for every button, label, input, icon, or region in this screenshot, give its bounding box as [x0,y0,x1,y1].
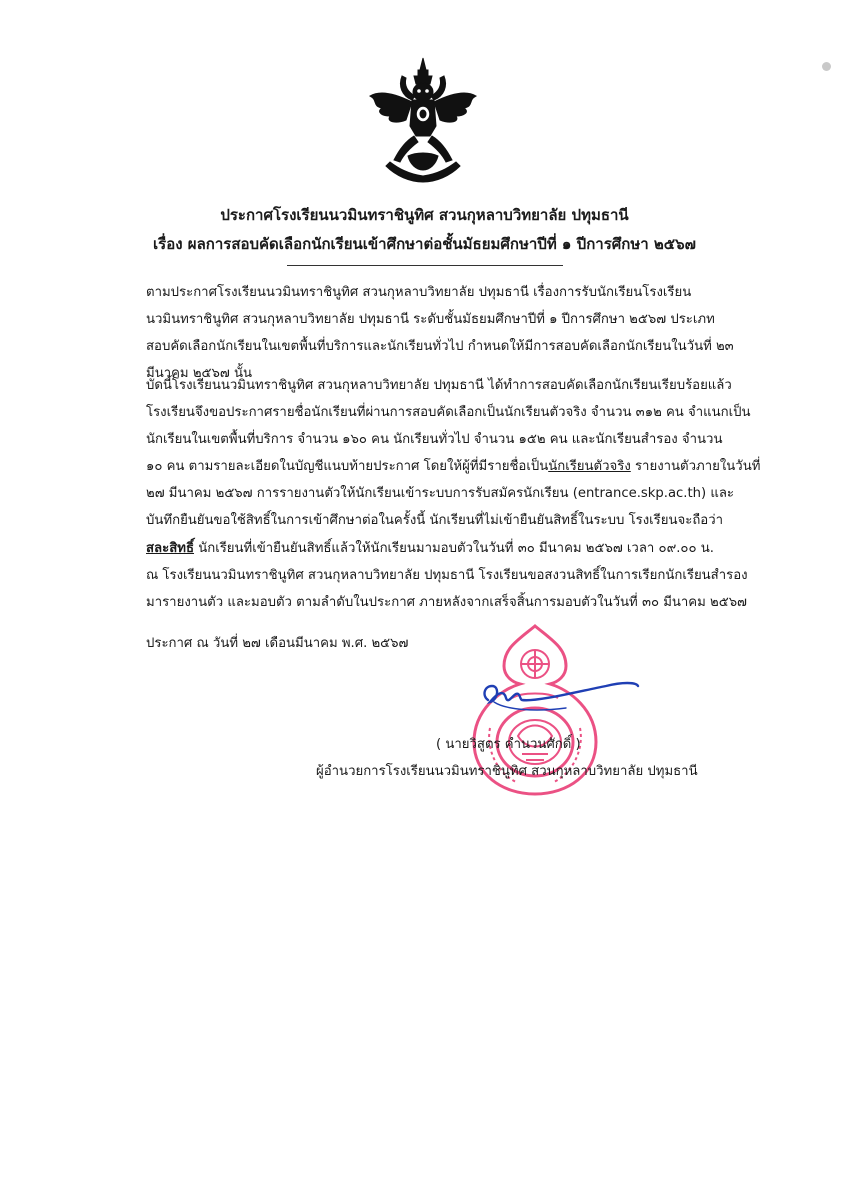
underlined-term: นักเรียนตัวจริง [548,459,631,475]
garuda-emblem-icon [368,56,478,184]
paragraph-text: นักเรียนที่เข้ายืนยันสิทธิ์แล้วให้นักเรียนมามอบตัวในวันที่ ๓๐ มีนาคม ๒๕๖๗ เวลา ๐๙.๐๐ น. [194,540,714,556]
paragraph-text: ๑๐ คน ตามรายละเอียดในบัญชีแนบท้ายประกาศ โดยให้ผู้ที่มีรายชื่อเป็น [146,459,549,475]
signatory-position: ผู้อำนวยการโรงเรียนนวมินทราชินูทิศ สวนกุหลาบวิทยาลัย ปทุมธานี [316,764,698,779]
announcement-subject: เรื่อง ผลการสอบคัดเลือกนักเรียนเข้าศึกษาต่อชั้นมัธยมศึกษาปีที่ ๑ ปีการศึกษา ๒๕๖๗ [153,235,696,253]
title-divider [287,265,563,266]
paragraph-line [92,453,764,480]
paragraph-line: บัดนี้โรงเรียนนวมินทราชินูทิศ สวนกุหลาบวิทยาลัย ปทุมธานี ได้ทำการสอบคัดเลือกนักเรียนเรียบร้อยแล้ว [146,378,732,393]
paragraph-line: ตามประกาศโรงเรียนนวมินทราชินูทิศ สวนกุหลาบวิทยาลัย ปทุมธานี เรื่องการรับนักเรียนโรงเรียน [146,285,692,300]
paragraph-line: โรงเรียนจึงขอประกาศรายชื่อนักเรียนที่ผ่านการสอบคัดเลือกเป็นนักเรียนตัวจริง จำนวน ๓๑๒ คน จำแนกเป็น [146,405,751,421]
announcement-date: ประกาศ ณ วันที่ ๒๗ เดือนมีนาคม พ.ศ. ๒๕๖๗ [146,636,409,651]
paragraph-line: สอบคัดเลือกนักเรียนในเขตพื้นที่บริการและนักเรียนทั่วไป กำหนดให้มีการสอบคัดเลือกนักเรียนในวันที่ ๒๓ [146,339,734,355]
paragraph-text: รายงานตัวภายในวันที่ [630,459,761,475]
forfeit-term: สละสิทธิ์ [146,540,195,556]
signatory-name: ( นายวิสูตร คำนวนศักดิ์ ) [436,737,581,752]
scan-speck [822,62,831,71]
paragraph-line [92,535,764,562]
paragraph-line: มีนาคม ๒๕๖๗ นั้น [146,366,253,382]
paragraph-line: นวมินทราชินูทิศ สวนกุหลาบวิทยาลัย ปทุมธานี ระดับชั้นมัธยมศึกษาปีที่ ๑ ปีการศึกษา ๒๕๖๗ ประเภท [146,312,715,328]
handwritten-signature [476,672,646,722]
paragraph-2 [92,372,764,616]
paragraph-line: ณ โรงเรียนนวมินทราชินูทิศ สวนกุหลาบวิทยาลัย ปทุมธานี โรงเรียนขอสงวนสิทธิ์ในการเรียกนักเรียนสำรอง [146,567,748,583]
paragraph-line: มารายงานตัว และมอบตัว ตามลำดับในประกาศ ภายหลังจากเสร็จสิ้นการมอบตัวในวันที่ ๓๐ มีนาคม ๒๕๖๗ [146,594,747,610]
announcement-title: ประกาศโรงเรียนนวมินทราชินูทิศ สวนกุหลาบวิทยาลัย ปทุมธานี [220,206,629,224]
paragraph-line: ๒๗ มีนาคม ๒๕๖๗ การรายงานตัวให้นักเรียนเข้าระบบการรับสมัครนักเรียน (entrance.skp.ac.th) และ [146,486,735,502]
paragraph-line: นักเรียนในเขตพื้นที่บริการ จำนวน ๑๖๐ คน นักเรียนทั่วไป จำนวน ๑๕๒ คน และนักเรียนสำรอง จำนวน [146,432,723,448]
paragraph-line: บันทึกยืนยันขอใช้สิทธิ์ในการเข้าศึกษาต่อในครั้งนี้ นักเรียนที่ไม่เข้ายืนยันสิทธิ์ในระบบ โรงเรียนจะถือว่า [146,513,724,529]
